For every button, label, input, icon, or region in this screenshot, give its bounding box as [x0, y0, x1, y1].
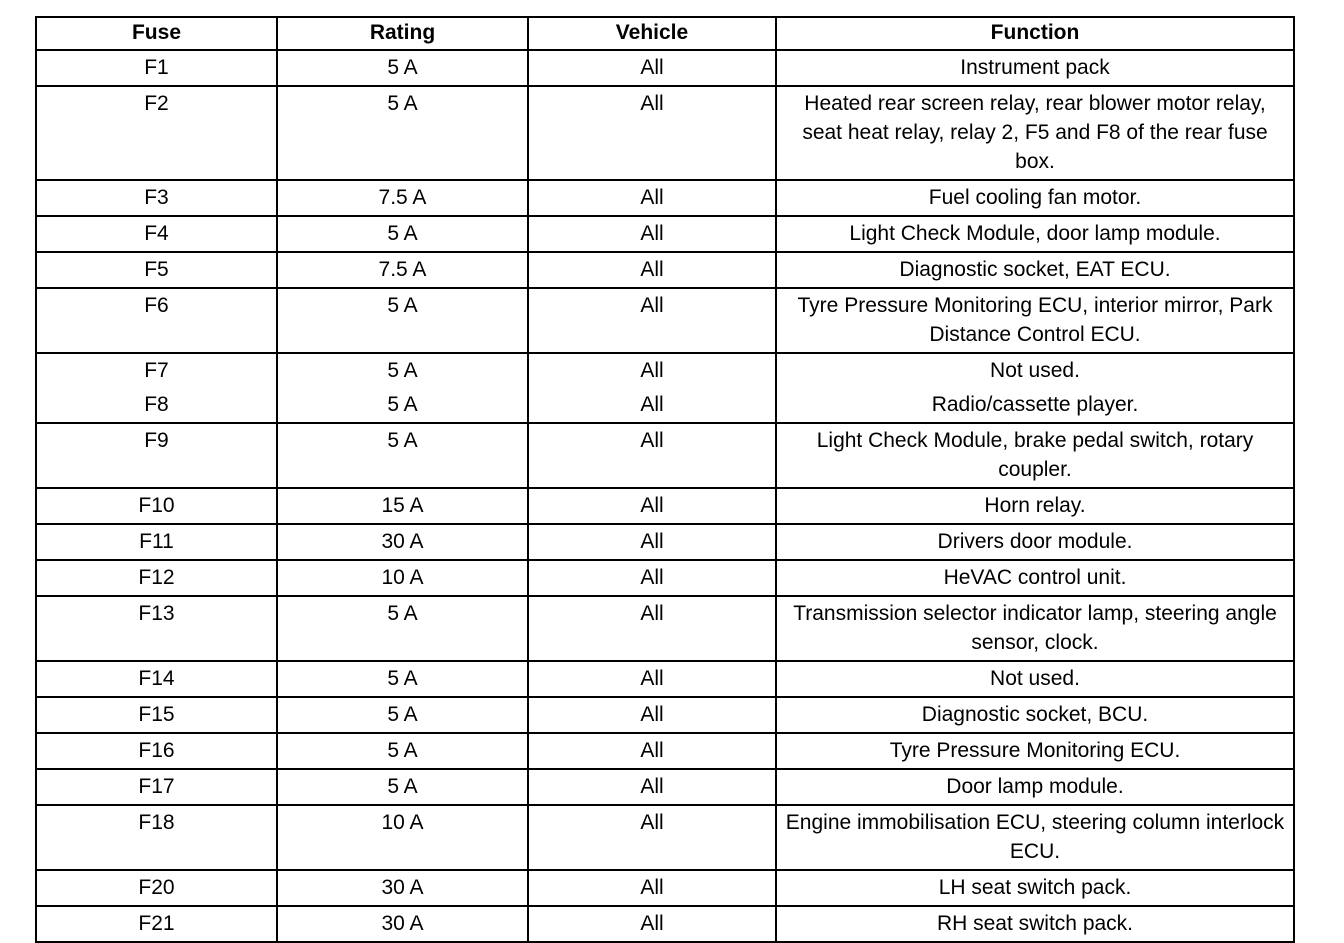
- cell-rating: 5 A: [277, 661, 528, 697]
- header-vehicle: Vehicle: [528, 17, 776, 50]
- cell-fuse: F17: [36, 769, 277, 805]
- cell-vehicle: All: [528, 353, 776, 388]
- cell-function: Light Check Module, door lamp module.: [776, 216, 1294, 252]
- table-row: [36, 661, 1294, 697]
- cell-fuse: F18: [36, 805, 277, 870]
- cell-fuse: F15: [36, 697, 277, 733]
- table-row: [36, 353, 1294, 388]
- cell-vehicle: All: [528, 870, 776, 906]
- cell-function: RH seat switch pack.: [776, 906, 1294, 942]
- cell-fuse: F7: [36, 353, 277, 388]
- header-fuse: Fuse: [36, 17, 277, 50]
- cell-rating: 30 A: [277, 870, 528, 906]
- table-row: [36, 252, 1294, 288]
- cell-rating: 5 A: [277, 733, 528, 769]
- cell-fuse: F6: [36, 288, 277, 353]
- cell-vehicle: All: [528, 488, 776, 524]
- cell-rating: 10 A: [277, 805, 528, 870]
- cell-rating: 5 A: [277, 50, 528, 86]
- cell-vehicle: All: [528, 769, 776, 805]
- cell-function: Light Check Module, brake pedal switch, rotary coupler.: [776, 423, 1294, 488]
- cell-fuse: F20: [36, 870, 277, 906]
- cell-fuse: F1: [36, 50, 277, 86]
- cell-function: Not used.: [776, 353, 1294, 388]
- table-row: [36, 50, 1294, 86]
- table-header: [36, 17, 1294, 50]
- table-row: [36, 697, 1294, 733]
- cell-vehicle: All: [528, 180, 776, 216]
- cell-vehicle: All: [528, 524, 776, 560]
- cell-rating: 10 A: [277, 560, 528, 596]
- cell-function: Engine immobilisation ECU, steering column interlock ECU.: [776, 805, 1294, 870]
- cell-fuse: F16: [36, 733, 277, 769]
- cell-function: Door lamp module.: [776, 769, 1294, 805]
- cell-rating: 30 A: [277, 524, 528, 560]
- cell-vehicle: All: [528, 50, 776, 86]
- cell-fuse: F12: [36, 560, 277, 596]
- cell-function: Radio/cassette player.: [776, 388, 1294, 423]
- cell-vehicle: All: [528, 388, 776, 423]
- cell-function: Heated rear screen relay, rear blower motor relay, seat heat relay, relay 2, F5 and F8 of the rear fuse box.: [776, 86, 1294, 180]
- table-row: [36, 906, 1294, 942]
- cell-fuse: F2: [36, 86, 277, 180]
- cell-fuse: F5: [36, 252, 277, 288]
- cell-rating: 7.5 A: [277, 252, 528, 288]
- table-row: [36, 733, 1294, 769]
- cell-vehicle: All: [528, 906, 776, 942]
- table-row: [36, 86, 1294, 180]
- cell-rating: 5 A: [277, 769, 528, 805]
- cell-function: Instrument pack: [776, 50, 1294, 86]
- cell-rating: 7.5 A: [277, 180, 528, 216]
- table-row: [36, 805, 1294, 870]
- cell-fuse: F10: [36, 488, 277, 524]
- cell-rating: 5 A: [277, 388, 528, 423]
- cell-function: Tyre Pressure Monitoring ECU.: [776, 733, 1294, 769]
- table-row: [36, 216, 1294, 252]
- cell-fuse: F21: [36, 906, 277, 942]
- table-row: [36, 423, 1294, 488]
- cell-function: Not used.: [776, 661, 1294, 697]
- cell-vehicle: All: [528, 423, 776, 488]
- table-body: [36, 50, 1294, 942]
- cell-vehicle: All: [528, 288, 776, 353]
- table-row: [36, 180, 1294, 216]
- header-row: [36, 17, 1294, 50]
- cell-fuse: F4: [36, 216, 277, 252]
- cell-rating: 5 A: [277, 423, 528, 488]
- table-row: [36, 388, 1294, 423]
- cell-vehicle: All: [528, 596, 776, 661]
- cell-function: Diagnostic socket, BCU.: [776, 697, 1294, 733]
- cell-vehicle: All: [528, 661, 776, 697]
- cell-function: Transmission selector indicator lamp, steering angle sensor, clock.: [776, 596, 1294, 661]
- cell-vehicle: All: [528, 252, 776, 288]
- table-row: [36, 288, 1294, 353]
- cell-fuse: F3: [36, 180, 277, 216]
- fuse-table: [35, 16, 1295, 943]
- cell-rating: 5 A: [277, 353, 528, 388]
- header-function: Function: [776, 17, 1294, 50]
- cell-fuse: F8: [36, 388, 277, 423]
- cell-fuse: F9: [36, 423, 277, 488]
- table-row: [36, 769, 1294, 805]
- cell-function: Tyre Pressure Monitoring ECU, interior mirror, Park Distance Control ECU.: [776, 288, 1294, 353]
- cell-vehicle: All: [528, 86, 776, 180]
- cell-function: HeVAC control unit.: [776, 560, 1294, 596]
- cell-fuse: F14: [36, 661, 277, 697]
- cell-rating: 30 A: [277, 906, 528, 942]
- cell-function: LH seat switch pack.: [776, 870, 1294, 906]
- cell-fuse: F11: [36, 524, 277, 560]
- cell-rating: 5 A: [277, 216, 528, 252]
- cell-rating: 5 A: [277, 697, 528, 733]
- cell-rating: 5 A: [277, 288, 528, 353]
- cell-function: Fuel cooling fan motor.: [776, 180, 1294, 216]
- header-rating: Rating: [277, 17, 528, 50]
- cell-vehicle: All: [528, 697, 776, 733]
- cell-function: Drivers door module.: [776, 524, 1294, 560]
- cell-function: Horn relay.: [776, 488, 1294, 524]
- cell-vehicle: All: [528, 805, 776, 870]
- cell-vehicle: All: [528, 733, 776, 769]
- cell-rating: 5 A: [277, 86, 528, 180]
- table-row: [36, 596, 1294, 661]
- table-row: [36, 870, 1294, 906]
- cell-rating: 15 A: [277, 488, 528, 524]
- cell-vehicle: All: [528, 216, 776, 252]
- table-row: [36, 560, 1294, 596]
- table-row: [36, 524, 1294, 560]
- cell-vehicle: All: [528, 560, 776, 596]
- cell-function: Diagnostic socket, EAT ECU.: [776, 252, 1294, 288]
- cell-fuse: F13: [36, 596, 277, 661]
- cell-rating: 5 A: [277, 596, 528, 661]
- table-row: [36, 488, 1294, 524]
